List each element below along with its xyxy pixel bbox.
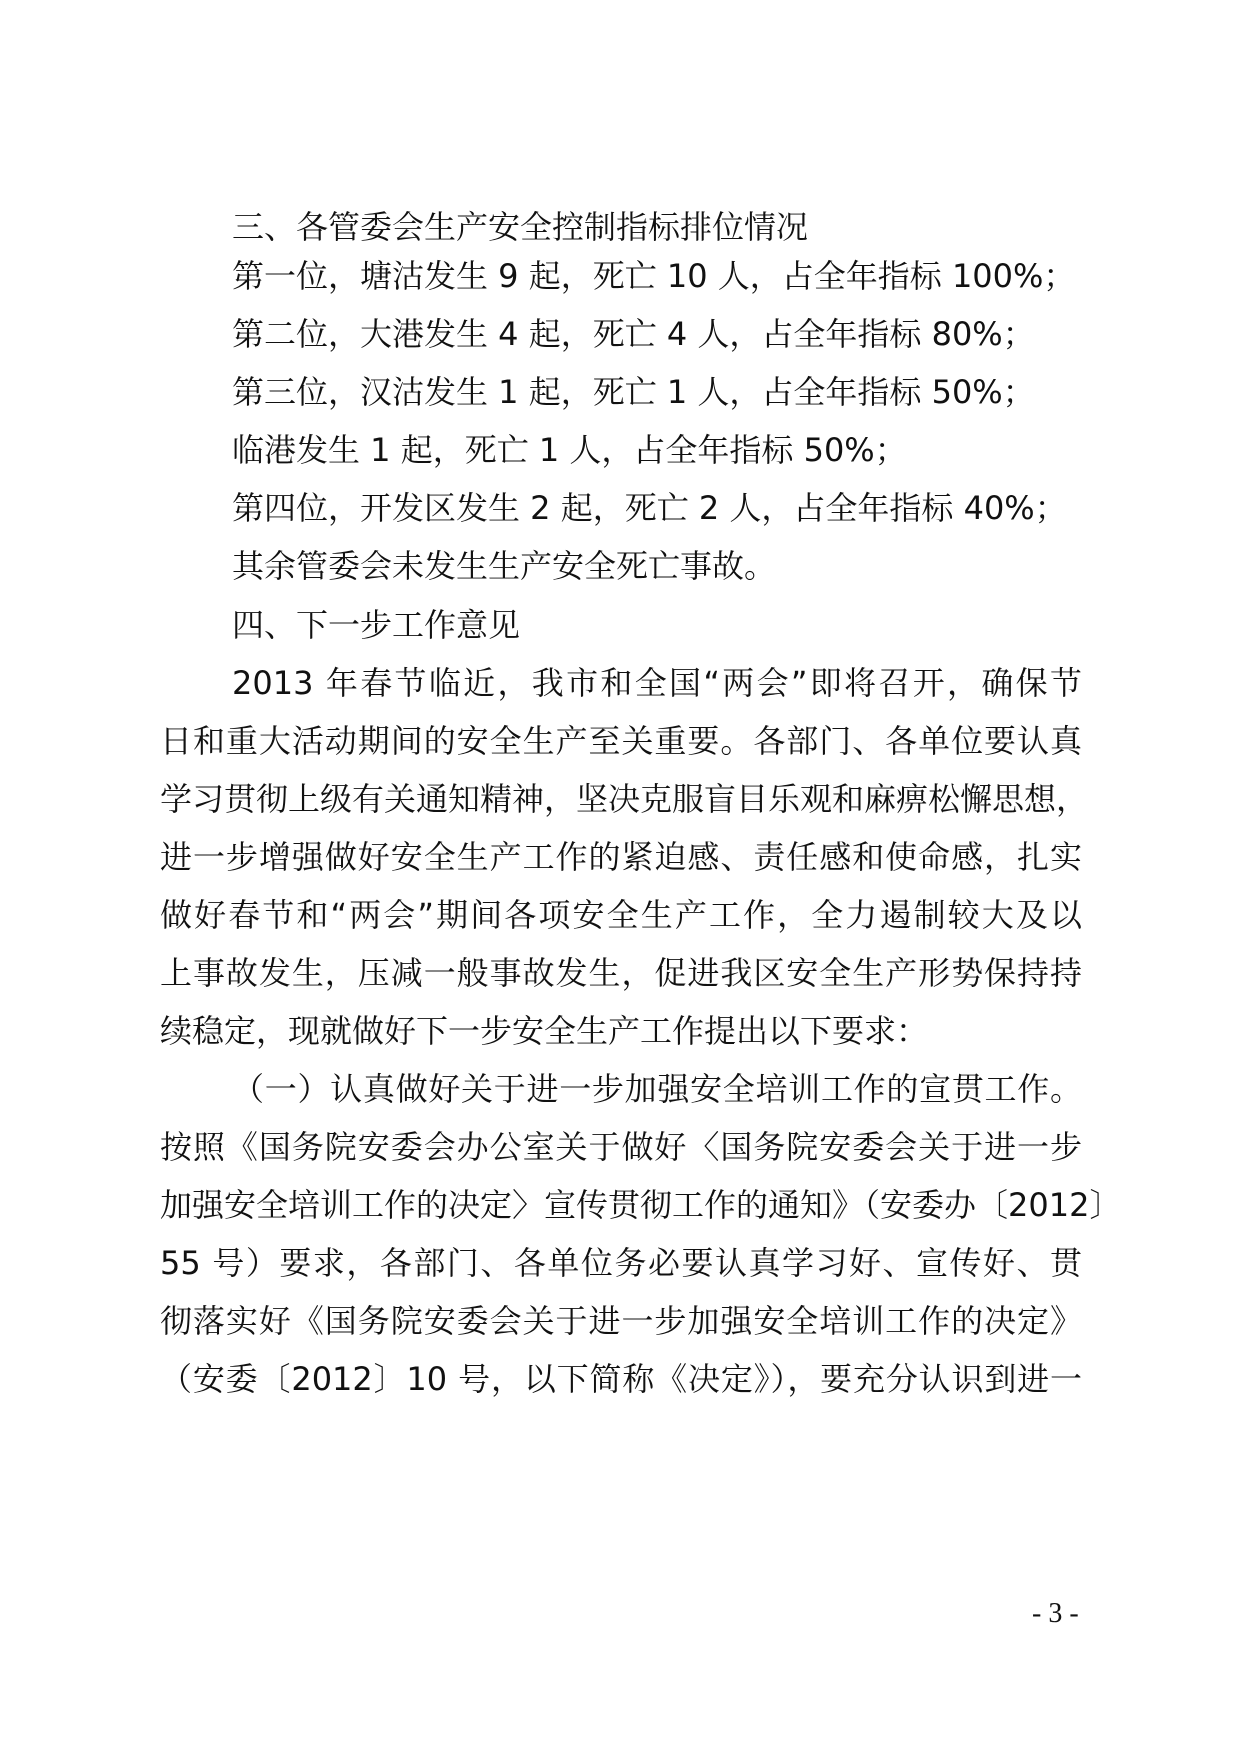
subitem-line: 彻落实好《国务院安委会关于进一步加强安全培训工作的决定》: [160, 1302, 1082, 1340]
section-heading-4: 四、下一步工作意见: [232, 606, 521, 644]
subitem-line: （一）认真做好关于进一步加强安全培训工作的宣贯工作。: [232, 1070, 1082, 1108]
subitem-line: 加强安全培训工作的决定〉宣传贯彻工作的通知》（安委办〔2012〕: [160, 1186, 1122, 1224]
section-heading-3: 三、各管委会生产安全控制指标排位情况: [232, 208, 809, 246]
paragraph-line: 2013 年春节临近，我市和全国“两会”即将召开，确保节: [232, 664, 1082, 702]
paragraph-line: 日和重大活动期间的安全生产至关重要。各部门、各单位要认真: [160, 722, 1082, 760]
ranking-summary: 其余管委会未发生生产安全死亡事故。: [232, 547, 777, 585]
paragraph-line: 进一步增强做好安全生产工作的紧迫感、责任感和使命感，扎实: [160, 838, 1082, 876]
paragraph-line: 学习贯彻上级有关通知精神，坚决克服盲目乐观和麻痹松懈思想，: [160, 780, 1089, 818]
subitem-line: 按照《国务院安委会办公室关于做好〈国务院安委会关于进一步: [160, 1128, 1082, 1166]
ranking-item: 第四位，开发区发生 2 起，死亡 2 人，占全年指标 40%；: [232, 489, 1067, 527]
paragraph-line: 上事故发生，压减一般事故发生，促进我区安全生产形势保持持: [160, 954, 1082, 992]
ranking-item: 第二位，大港发生 4 起，死亡 4 人，占全年指标 80%；: [232, 315, 1035, 353]
paragraph-line: 续稳定，现就做好下一步安全生产工作提出以下要求：: [160, 1012, 929, 1050]
paragraph-line: 做好春节和“两会”期间各项安全生产工作，全力遏制较大及以: [160, 896, 1082, 934]
ranking-item: 临港发生 1 起，死亡 1 人，占全年指标 50%；: [232, 431, 907, 469]
ranking-item: 第一位，塘沽发生 9 起，死亡 10 人，占全年指标 100%；: [232, 257, 1076, 295]
ranking-item: 第三位，汉沽发生 1 起，死亡 1 人，占全年指标 50%；: [232, 373, 1035, 411]
subitem-line: （安委〔2012〕10 号，以下简称《决定》），要充分认识到进一: [160, 1360, 1082, 1398]
page-number: - 3 -: [1032, 1598, 1079, 1629]
subitem-line: 55 号）要求，各部门、各单位务必要认真学习好、宣传好、贯: [160, 1244, 1082, 1282]
